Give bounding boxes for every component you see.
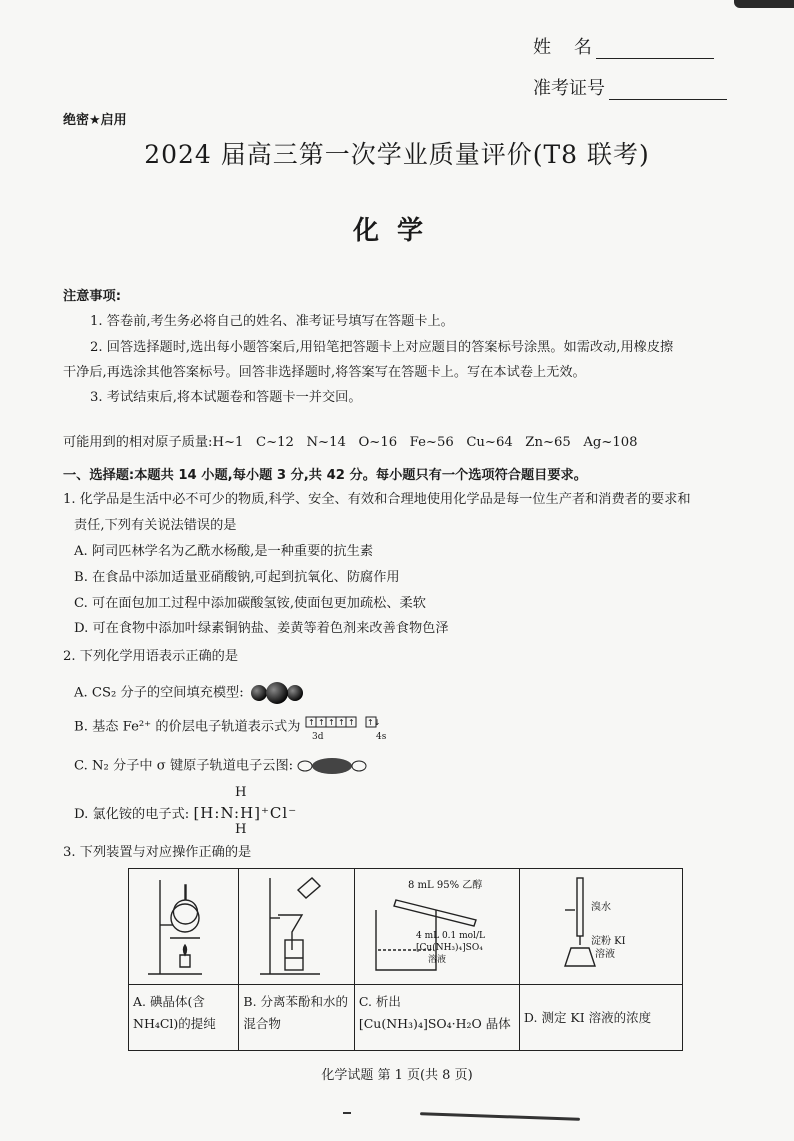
q3-option-b: B. 分离苯酚和水的混合物 (239, 985, 354, 1051)
exam-id-field[interactable] (533, 74, 727, 100)
secret-label: 绝密★启用 (63, 113, 127, 128)
q1-option-b: B. 在食品中添加适量亚硝酸钠,可起到抗氧化、防腐作用 (74, 570, 400, 585)
orbital-3d-label: 3d (312, 732, 324, 742)
ki-label-1: 淀粉 KI (590, 936, 626, 947)
note-item: 3. 考试结束后,将本试题卷和答题卡一并交回。 (90, 390, 362, 405)
apparatus-table (128, 868, 683, 1051)
svg-text:↑: ↑ (317, 718, 325, 727)
q2-option-b-text: B. 基态 Fe²⁺ 的价层电子轨道表示式为 (74, 719, 301, 735)
name-label: 姓 名 (533, 37, 592, 58)
cu-solution-label-2: [Cu(NH₃)₄]SO₄ (415, 943, 483, 953)
exam-id-label: 准考证号 (533, 78, 605, 99)
bromine-label: 溴水 (590, 902, 611, 913)
funnel-filtration-icon (240, 870, 351, 980)
q2-option-c (74, 756, 367, 776)
notes-heading: 注意事项: (63, 289, 122, 304)
titration-burette-icon (521, 870, 679, 980)
q1-option-d: D. 可在食物中添加叶绿素铜钠盐、姜黄等着色剂来改善食物色泽 (74, 621, 449, 636)
scan-edge-mark (734, 0, 794, 8)
svg-text:↑: ↑ (327, 718, 335, 727)
h-top-label: H (235, 785, 247, 800)
note-item: 干净后,再选涂其他答案标号。回答非选择题时,将答案写在答题卡上。写在本试卷上无效。 (63, 365, 586, 380)
apparatus-d-cell (519, 869, 682, 985)
svg-text:↑↓: ↑↓ (366, 718, 380, 727)
q3-option-c: C. 析出[Cu(NH₃)₄]SO₄·H₂O 晶体 (354, 985, 519, 1051)
scan-dash (343, 1112, 351, 1114)
q3-option-a: A. 碘晶体(含NH₄Cl)的提纯 (129, 985, 239, 1051)
name-blank[interactable] (596, 40, 714, 59)
orbital-4s-label: 4s (376, 732, 387, 742)
svg-text:↑: ↑ (347, 718, 355, 727)
note-item: 1. 答卷前,考生务必将自己的姓名、准考证号填写在答题卡上。 (90, 314, 454, 329)
sigma-bond-orbital-icon (297, 756, 367, 776)
subject-title: 化学 (352, 216, 441, 246)
atomic-masses: 可能用到的相对原子质量:H~1 C~12 N~14 O~16 Fe~56 Cu~64 Zn~65 Ag~108 (63, 435, 638, 450)
cu-solution-label-3: 溶液 (427, 955, 446, 965)
q2-option-b (74, 716, 387, 742)
apparatus-c-cell (354, 869, 519, 985)
q1-option-c: C. 可在面包加工过程中添加碳酸氢铵,使面包更加疏松、柔软 (74, 596, 426, 611)
q1-stem-cont: 责任,下列有关说法错误的是 (74, 518, 237, 533)
name-field[interactable] (533, 33, 714, 59)
q3-stem: 3. 下列装置与对应操作正确的是 (63, 845, 252, 860)
svg-text:↑: ↑ (337, 718, 345, 727)
exam-title: 2024 届高三第一次学业质量评价(T8 联考) (144, 140, 650, 169)
note-item: 2. 回答选择题时,选出每小题答案后,用铅笔把答题卡上对应题目的答案标号涂黑。如需改动,用橡皮擦 (90, 340, 674, 355)
ammonium-chloride-formula: [H:N:H]⁺Cl⁻ (193, 804, 298, 822)
q2-option-c-text: C. N₂ 分子中 σ 键原子轨道电子云图: (74, 758, 294, 774)
sublimation-flask-icon (130, 870, 236, 980)
q2-stem: 2. 下列化学用语表示正确的是 (63, 649, 239, 664)
section-heading: 一、选择题:本题共 14 小题,每小题 3 分,共 42 分。每小题只有一个选项符合题目要求。 (63, 468, 587, 483)
page-footer: 化学试题 第 1 页(共 8 页) (321, 1068, 473, 1083)
apparatus-a-cell (129, 869, 239, 985)
ethanol-label: 8 mL 95% 乙醇 (407, 880, 483, 891)
q2-option-d-text: D. 氯化铵的电子式: (74, 807, 190, 822)
q2-option-d (74, 785, 298, 837)
exam-id-blank[interactable] (609, 81, 727, 100)
q2-option-a-text: A. CS₂ 分子的空间填充模型: (74, 685, 244, 701)
cs2-space-filling-model-icon (248, 682, 306, 704)
scan-smudge (420, 1112, 580, 1121)
svg-text:↑: ↑ (307, 718, 315, 727)
q1-stem: 1. 化学品是生活中必不可少的物质,科学、安全、有效和合理地使用化学品是每一位生产者和消费者的要求和 (63, 492, 691, 507)
apparatus-b-cell (239, 869, 354, 985)
q3-option-d: D. 测定 KI 溶液的浓度 (519, 985, 682, 1051)
crystallization-beaker-icon (356, 870, 516, 980)
cu-solution-label-1: 4 mL 0.1 mol/L (415, 931, 485, 941)
q1-option-a: A. 阿司匹林学名为乙酰水杨酸,是一种重要的抗生素 (74, 544, 374, 559)
ki-label-2: 溶液 (594, 949, 615, 960)
q2-option-a (74, 682, 306, 704)
h-bottom-label: H (235, 822, 247, 837)
